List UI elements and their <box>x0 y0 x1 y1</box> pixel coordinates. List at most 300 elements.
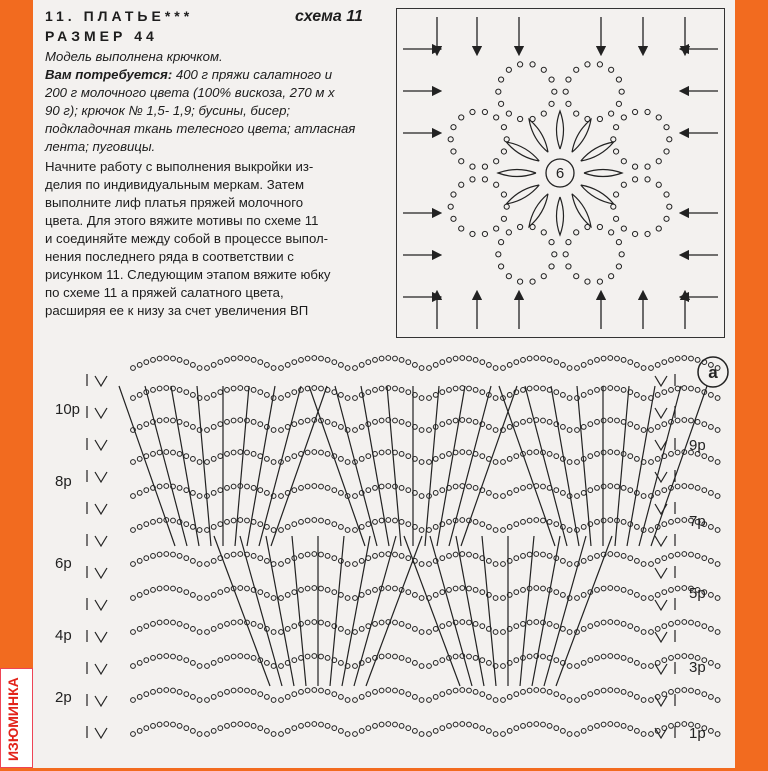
chain-stitch <box>433 627 438 632</box>
chain-stitch <box>305 450 310 455</box>
chain-stitch <box>601 356 606 361</box>
v-stitch <box>95 376 107 386</box>
motif-chain-dot <box>459 182 464 187</box>
chain-stitch <box>191 729 196 734</box>
chain-stitch <box>238 552 243 557</box>
chain-stitch <box>218 390 223 395</box>
motif-chain-dot <box>482 177 487 182</box>
chain-stitch <box>440 590 445 595</box>
chain-stitch <box>177 452 182 457</box>
chain-stitch <box>279 428 284 433</box>
motif-chain-dot <box>517 224 522 229</box>
chain-stitch <box>345 630 350 635</box>
chain-stitch <box>218 360 223 365</box>
chain-stitch <box>628 726 633 731</box>
motif-chain-dot <box>498 240 503 245</box>
v-stitch <box>95 472 107 482</box>
chain-stitch <box>493 698 498 703</box>
chain-stitch <box>164 722 169 727</box>
text-line: и соединяйте между собой в процессе выпол- <box>45 231 329 246</box>
chain-stitch <box>541 586 546 591</box>
chain-stitch <box>601 620 606 625</box>
chain-stitch <box>547 358 552 363</box>
text-line: цвета. Для этого вяжите мотивы по схеме 11 <box>45 213 319 228</box>
motif-chain-dot <box>574 230 579 235</box>
chain-stitch <box>225 554 230 559</box>
chain-stitch <box>151 690 156 695</box>
motif-chain-dot <box>549 101 554 106</box>
chain-stitch <box>662 522 667 527</box>
motif-chain-dot <box>566 101 571 106</box>
chain-stitch <box>339 627 344 632</box>
chain-stitch <box>157 386 162 391</box>
chain-stitch <box>507 363 512 368</box>
chain-stitch <box>305 586 310 591</box>
chain-stitch <box>312 450 317 455</box>
motif-chain-dot <box>451 192 456 197</box>
motif-chain-dot <box>667 204 672 209</box>
chain-stitch <box>682 620 687 625</box>
chain-stitch <box>473 420 478 425</box>
chain-stitch <box>379 620 384 625</box>
chain-stitch <box>521 486 526 491</box>
chain-stitch <box>292 624 297 629</box>
chain-stitch <box>554 390 559 395</box>
chain-stitch <box>131 460 136 465</box>
chain-stitch <box>682 386 687 391</box>
chain-stitch <box>258 590 263 595</box>
chain-stitch <box>527 518 532 523</box>
motif-chain-dot <box>619 89 624 94</box>
chain-stitch <box>595 486 600 491</box>
chain-stitch <box>588 692 593 697</box>
chain-stitch <box>561 363 566 368</box>
chain-stitch <box>615 586 620 591</box>
chain-stitch <box>581 425 586 430</box>
chain-stitch <box>554 522 559 527</box>
chain-stitch <box>628 454 633 459</box>
chain-stitch <box>406 360 411 365</box>
chain-stitch <box>151 388 156 393</box>
motif-chain-dot <box>621 226 626 231</box>
chain-stitch <box>211 457 216 462</box>
chain-stitch <box>319 620 324 625</box>
chain-stitch <box>715 664 720 669</box>
chain-stitch <box>393 484 398 489</box>
chain-stitch <box>473 388 478 393</box>
chain-stitch <box>271 630 276 635</box>
chain-stitch <box>399 724 404 729</box>
chain-stitch <box>473 656 478 661</box>
chain-stitch <box>419 460 424 465</box>
chain-stitch <box>662 590 667 595</box>
chain-stitch <box>279 494 284 499</box>
chain-stitch <box>137 627 142 632</box>
chain-stitch <box>177 724 182 729</box>
chain-stitch <box>251 452 256 457</box>
chain-stitch <box>305 356 310 361</box>
chain-stitch <box>285 393 290 398</box>
motif-petal <box>529 194 548 227</box>
chain-stitch <box>144 556 149 561</box>
chain-stitch <box>521 622 526 627</box>
text-line: выполните лиф платья пряжей молочного <box>45 195 304 210</box>
chain-stitch <box>137 491 142 496</box>
chain-stitch <box>662 556 667 561</box>
chain-stitch <box>635 695 640 700</box>
chain-stitch <box>319 586 324 591</box>
chain-stitch <box>649 664 654 669</box>
chain-stitch <box>157 484 162 489</box>
chain-stitch <box>205 732 210 737</box>
chain-stitch <box>171 356 176 361</box>
chain-stitch <box>305 484 310 489</box>
chain-stitch <box>419 562 424 567</box>
chain-stitch <box>493 460 498 465</box>
chain-stitch <box>534 722 539 727</box>
chain-stitch <box>399 388 404 393</box>
chain-stitch <box>332 422 337 427</box>
chain-stitch <box>325 520 330 525</box>
motif-chain-dot <box>451 216 456 221</box>
chain-stitch <box>682 688 687 693</box>
chain-stitch <box>164 386 169 391</box>
chain-stitch <box>689 418 694 423</box>
chain-stitch <box>635 363 640 368</box>
chain-stitch <box>332 590 337 595</box>
chain-stitch <box>628 422 633 427</box>
chain-stitch <box>379 688 384 693</box>
chain-stitch <box>473 520 478 525</box>
chain-stitch <box>325 588 330 593</box>
chain-stitch <box>157 418 162 423</box>
text-line: нения последнего ряда в соответствии с <box>45 249 294 264</box>
chain-stitch <box>171 654 176 659</box>
chain-stitch <box>655 593 660 598</box>
chain-stitch <box>406 522 411 527</box>
chain-stitch <box>480 658 485 663</box>
motif-chain-dot <box>667 137 672 142</box>
row-label-left: 10р <box>55 401 81 418</box>
chain-stitch <box>238 654 243 659</box>
chain-stitch <box>493 562 498 567</box>
chain-stitch <box>655 393 660 398</box>
chain-stitch <box>575 494 580 499</box>
chain-stitch <box>413 695 418 700</box>
chain-stitch <box>460 722 465 727</box>
chain-stitch <box>675 688 680 693</box>
motif-chain-dot <box>566 240 571 245</box>
chain-stitch <box>480 522 485 527</box>
chain-stitch <box>191 525 196 530</box>
chain-stitch <box>575 732 580 737</box>
chain-stitch <box>501 732 506 737</box>
motif-chain-dot <box>574 111 579 116</box>
chain-stitch <box>393 418 398 423</box>
chain-stitch <box>292 726 297 731</box>
chain-stitch <box>231 386 236 391</box>
chain-stitch <box>144 488 149 493</box>
chain-stitch <box>345 396 350 401</box>
chain-stitch <box>197 664 202 669</box>
chain-stitch <box>265 695 270 700</box>
chain-stitch <box>406 422 411 427</box>
motif-chain-dot <box>459 159 464 164</box>
chain-stitch <box>709 695 714 700</box>
motif-chain-dot <box>482 231 487 236</box>
stitch-column <box>361 386 389 546</box>
stitch-column <box>425 386 439 546</box>
motif-chain-dot <box>501 216 506 221</box>
chain-stitch <box>467 620 472 625</box>
chain-stitch <box>662 360 667 365</box>
skirt-diagram <box>55 346 735 766</box>
motif-chain-dot <box>664 216 669 221</box>
chain-stitch <box>501 562 506 567</box>
chain-stitch <box>279 562 284 567</box>
motif-chain-dot <box>517 116 522 121</box>
chain-stitch <box>184 488 189 493</box>
motif-chain-dot <box>563 252 568 257</box>
chain-stitch <box>238 356 243 361</box>
chain-stitch <box>527 418 532 423</box>
chain-stitch <box>669 520 674 525</box>
chain-stitch <box>689 356 694 361</box>
chain-stitch <box>575 460 580 465</box>
motif-chain-dot <box>496 252 501 257</box>
chain-stitch <box>433 593 438 598</box>
chain-stitch <box>413 729 418 734</box>
chain-stitch <box>258 624 263 629</box>
chain-stitch <box>440 726 445 731</box>
chain-stitch <box>615 356 620 361</box>
chain-stitch <box>205 366 210 371</box>
motif-chain-dot <box>585 116 590 121</box>
chain-stitch <box>695 420 700 425</box>
chain-stitch <box>285 457 290 462</box>
chain-stitch <box>621 388 626 393</box>
chain-stitch <box>649 732 654 737</box>
chain-stitch <box>191 457 196 462</box>
motif-chain-dot <box>459 226 464 231</box>
chain-stitch <box>353 366 358 371</box>
chain-stitch <box>205 630 210 635</box>
diagram-label: а <box>708 363 718 382</box>
chain-stitch <box>440 692 445 697</box>
chain-stitch <box>649 528 654 533</box>
chain-stitch <box>561 695 566 700</box>
chain-stitch <box>608 450 613 455</box>
chain-stitch <box>177 486 182 491</box>
chain-stitch <box>131 664 136 669</box>
chain-stitch <box>460 552 465 557</box>
chain-stitch <box>561 627 566 632</box>
chain-stitch <box>373 588 378 593</box>
motif-chain-dot <box>656 115 661 120</box>
motif-chain-dot <box>504 137 509 142</box>
chain-stitch <box>279 528 284 533</box>
chain-stitch <box>265 593 270 598</box>
chain-stitch <box>521 554 526 559</box>
chain-stitch <box>413 593 418 598</box>
chain-stitch <box>635 729 640 734</box>
chain-stitch <box>641 562 646 567</box>
chain-stitch <box>669 588 674 593</box>
chain-stitch <box>373 690 378 695</box>
chain-stitch <box>312 484 317 489</box>
chain-stitch <box>541 418 546 423</box>
chain-stitch <box>473 358 478 363</box>
chain-stitch <box>662 692 667 697</box>
chain-stitch <box>427 562 432 567</box>
chain-stitch <box>715 596 720 601</box>
chain-stitch <box>359 425 364 430</box>
chain-stitch <box>258 692 263 697</box>
chain-stitch <box>231 552 236 557</box>
chain-stitch <box>197 460 202 465</box>
chain-stitch <box>715 528 720 533</box>
chain-stitch <box>534 386 539 391</box>
motif-chain-dot <box>609 274 614 279</box>
chain-stitch <box>218 454 223 459</box>
chain-stitch <box>575 596 580 601</box>
chain-stitch <box>527 484 532 489</box>
chain-stitch <box>675 552 680 557</box>
chain-stitch <box>575 366 580 371</box>
chain-stitch <box>251 724 256 729</box>
chain-stitch <box>144 692 149 697</box>
chain-stitch <box>245 722 250 727</box>
motif-chain-dot <box>552 252 557 257</box>
chain-stitch <box>225 452 230 457</box>
chain-stitch <box>453 654 458 659</box>
chain-stitch <box>675 450 680 455</box>
chain-stitch <box>205 664 210 669</box>
motif-chain-dot <box>506 67 511 72</box>
chain-stitch <box>709 425 714 430</box>
chain-stitch <box>433 393 438 398</box>
motif-chain-dot <box>530 116 535 121</box>
chain-stitch <box>588 360 593 365</box>
chain-stitch <box>191 491 196 496</box>
chain-stitch <box>588 488 593 493</box>
chain-stitch <box>521 690 526 695</box>
chain-stitch <box>184 360 189 365</box>
motif-chain-dot <box>498 77 503 82</box>
chain-stitch <box>325 420 330 425</box>
chain-stitch <box>285 627 290 632</box>
chain-stitch <box>440 422 445 427</box>
chain-stitch <box>177 656 182 661</box>
chain-stitch <box>339 425 344 430</box>
chain-stitch <box>151 520 156 525</box>
skirt-svg <box>55 346 735 766</box>
chain-stitch <box>662 624 667 629</box>
text-line: по схеме 11 а пряжей салатного цвета, <box>45 285 284 300</box>
chain-stitch <box>419 596 424 601</box>
chain-stitch <box>608 518 613 523</box>
chain-stitch <box>131 528 136 533</box>
chain-stitch <box>595 520 600 525</box>
chain-stitch <box>487 559 492 564</box>
chain-stitch <box>635 393 640 398</box>
chain-stitch <box>325 656 330 661</box>
chain-stitch <box>393 386 398 391</box>
chain-stitch <box>386 654 391 659</box>
chain-stitch <box>427 366 432 371</box>
chain-stitch <box>271 366 276 371</box>
chain-stitch <box>547 622 552 627</box>
chain-stitch <box>171 620 176 625</box>
chain-stitch <box>225 656 230 661</box>
chain-stitch <box>467 356 472 361</box>
chain-stitch <box>514 726 519 731</box>
chain-stitch <box>682 722 687 727</box>
chain-stitch <box>131 366 136 371</box>
chain-stitch <box>305 620 310 625</box>
chain-stitch <box>541 552 546 557</box>
chain-stitch <box>386 450 391 455</box>
motif-chain-dot <box>585 62 590 67</box>
v-stitch <box>655 408 667 418</box>
chain-stitch <box>419 664 424 669</box>
chain-stitch <box>238 386 243 391</box>
chain-stitch <box>427 664 432 669</box>
chain-stitch <box>353 630 358 635</box>
chain-stitch <box>561 393 566 398</box>
chain-stitch <box>292 422 297 427</box>
chain-stitch <box>151 656 156 661</box>
chain-stitch <box>480 692 485 697</box>
chain-stitch <box>447 588 452 593</box>
chain-stitch <box>581 363 586 368</box>
chain-stitch <box>231 484 236 489</box>
chain-stitch <box>393 654 398 659</box>
chain-stitch <box>205 428 210 433</box>
motif-chain-dot <box>448 204 453 209</box>
chain-stitch <box>184 590 189 595</box>
chain-stitch <box>238 688 243 693</box>
chain-stitch <box>480 360 485 365</box>
chain-stitch <box>575 428 580 433</box>
motif-petal <box>581 142 614 161</box>
motif-chain-dot <box>459 115 464 120</box>
motif-chain-dot <box>530 279 535 284</box>
motif-chain-dot <box>597 279 602 284</box>
chain-stitch <box>615 386 620 391</box>
chain-stitch <box>271 596 276 601</box>
chain-stitch <box>231 356 236 361</box>
chain-stitch <box>299 520 304 525</box>
v-stitch <box>655 632 667 642</box>
chain-stitch <box>191 425 196 430</box>
motif-chain-dot <box>563 89 568 94</box>
chain-stitch <box>433 525 438 530</box>
chain-stitch <box>567 460 572 465</box>
chain-stitch <box>581 491 586 496</box>
chain-stitch <box>581 559 586 564</box>
chain-stitch <box>534 450 539 455</box>
chain-stitch <box>177 554 182 559</box>
row-label-right: 7р <box>689 513 706 530</box>
chain-stitch <box>245 450 250 455</box>
chain-stitch <box>299 554 304 559</box>
v-stitch <box>95 664 107 674</box>
chain-stitch <box>595 622 600 627</box>
chain-stitch <box>406 556 411 561</box>
chain-stitch <box>345 528 350 533</box>
chain-stitch <box>366 726 371 731</box>
